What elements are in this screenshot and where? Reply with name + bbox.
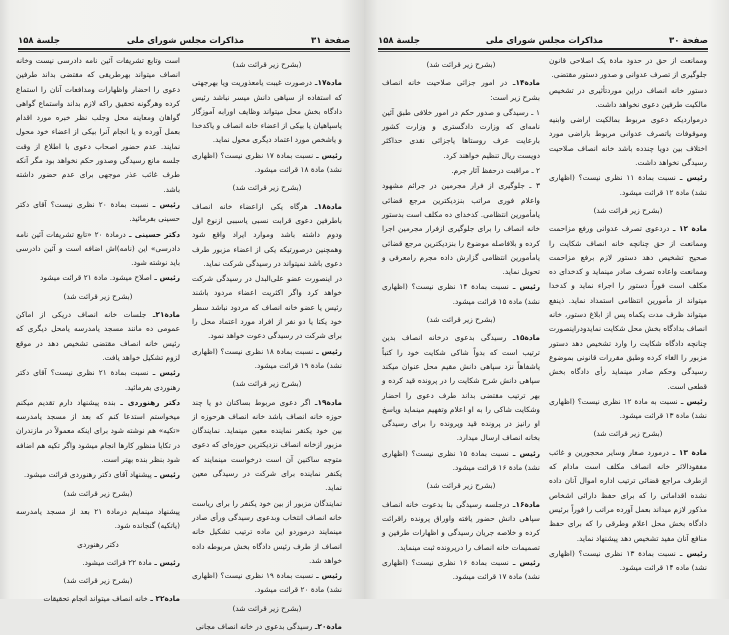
speaker-label: رئیس ـ bbox=[151, 273, 180, 283]
article-label: مادة۱۴ـ bbox=[507, 78, 540, 88]
paragraph-text: مادة ۲۲ قرائت میشود. bbox=[82, 557, 152, 567]
speaker-label: رئیس ـ bbox=[313, 346, 342, 356]
paragraph-text: هرگاه یکی ازاعضاء خانه انصاف باطرفین دعوی قرابت نسبی یاسببی ازنوع اول ودوم داشته باشد وموارد ایراد واقع شود وهمچنین درصورتیکه یکی از اعضاء مزبور طرف دعوی باشد نمیتواند در رسیدگی شرکت نماید. bbox=[192, 201, 342, 268]
article-paragraph bbox=[16, 308, 180, 365]
article-paragraph bbox=[192, 200, 342, 271]
session-number: جلسة ۱۵۸ bbox=[18, 36, 60, 46]
paragraph-text: نسبت بمادة ۱۷ نظری نیست؟ (اظهاری نشد) مادة ۱۸ قرائت میشود. bbox=[192, 150, 342, 175]
speaker-paragraph bbox=[549, 171, 707, 200]
article-paragraph bbox=[382, 498, 540, 555]
paragraph-text: نسبت بمادة ۲۰ نظری نیست؟ آقای دکتر حسینی بفرمائید. bbox=[16, 199, 180, 224]
reading-note: (بشرح زیر قرائت شد) bbox=[63, 291, 133, 301]
speaker-paragraph bbox=[382, 556, 540, 585]
paragraph-text: رسیدگی بدعوی درخانه انصاف بدین ترتیب است که بدواً شاکی شکایت خود را کتباً یاشفاهاً نزد سپاهی دانش مقیم محل عنوان میکند سپاهی دانش شرح شکایت را در پرونده قید کرده و بهر ترتیب مقتضی بداند طرف دعوی را احضار وشکایت شاکی را به او اعلام وتفهیم مینماید وپاسخ او رانیز در پرونده قید وپرونده را برای رسیدگی بخانه انصاف ارسال میدارد. bbox=[382, 333, 540, 443]
page-header bbox=[18, 34, 350, 46]
paragraph-text: درمادة ۲۰ «تابع تشریفات آئین نامه دادرسی» این (نامه)اش اضافه است و آئین دادرسی باید نوشته شود. bbox=[16, 229, 180, 268]
speaker-paragraph bbox=[16, 366, 180, 395]
reading-note: (بشرح زیر قرائت شد) bbox=[63, 576, 133, 586]
body-paragraph bbox=[549, 54, 707, 83]
speaker-label: دکتر رهنوردی ـ bbox=[115, 397, 180, 407]
paragraph-text: بنده پیشنهاد دارم تقدیم میکنم میخواستم استدعا کنم که بعد از مسجد یامدرسه «تکیه» هم نوشته شود برای اینکه معمولاً در مازندران در تکایا منظور کارها انجام میشود واگر تکیه هم اضافه شود بنظر بنده بهتر است. bbox=[16, 397, 180, 465]
page-header bbox=[378, 34, 708, 46]
article-label: مادة۲۰ـ bbox=[312, 621, 342, 631]
article-paragraph bbox=[549, 222, 707, 394]
body-paragraph bbox=[382, 164, 540, 178]
paragraph-text: درمورد صغار وسایر محجورین و غائب مفقودالاثر خانه انصاف مکلف است مادام که ازطرف مراجع قضائی ترتیب اداره اموال آنان داده نشده اقداماتی را که برای حفظ دارائی اشخاص مذکور لازم میداند بعمل آورده مراتب را فوراً برئیس دادگاه بخش محل اعلام وطرقی را که برای حفظ منافع آنان مفید تشخیص دهد پیشنهاد نماید. bbox=[549, 447, 707, 543]
speaker-paragraph bbox=[382, 447, 540, 476]
article-label: مادة۱۹ـ bbox=[310, 397, 342, 407]
signature: دکتر رهنوردی bbox=[77, 539, 119, 549]
speaker-paragraph bbox=[16, 271, 180, 285]
speaker-paragraph bbox=[16, 396, 180, 467]
column-left bbox=[16, 54, 180, 608]
running-title: مذاکرات مجلس شورای ملی bbox=[485, 36, 604, 46]
page-31 bbox=[0, 0, 364, 631]
speaker-label: رئیس ـ bbox=[313, 150, 342, 160]
paragraph-text: خانه انصاف میتواند انجام تحقیقات bbox=[43, 594, 148, 604]
speaker-label: رئیس ـ bbox=[151, 557, 180, 567]
speaker-label: رئیس ـ bbox=[151, 470, 180, 480]
paragraph-text: دستور خانه انصاف دراین موردتأثیری در تشخیص مالکیت طرفین دعوی نخواهد داشت. bbox=[549, 85, 707, 109]
speaker-label: رئیس ـ bbox=[675, 548, 708, 558]
speaker-paragraph bbox=[16, 198, 180, 227]
speaker-paragraph bbox=[192, 569, 342, 598]
speaker-label: رئیس ـ bbox=[313, 571, 342, 581]
article-paragraph bbox=[382, 331, 540, 445]
reading-note: (بشرح زیر قرائت شد) bbox=[426, 315, 496, 325]
header-rule bbox=[18, 48, 350, 50]
paragraph-text: درجلسه رسیدگی بنا بدعوت خانه انصاف سپاهی دانش حضور یافته واوراق پرونده راقرائت کرده و خلاصه جریان رسیدگی و اظهارات طرفین و تصمیمات خانه انصاف را درپرونده ثبت مینماید. bbox=[382, 499, 540, 552]
paragraph-text: ۳ ـ جلوگیری از فرار مجرمین در جرائم مشهود واعلام فوری مراتب بنزدیکترین مرجع قضائی یامأمورین انتظامی. کدخدای ده مکلف است بدستور خانه انصاف را برای جلوگیری ازفرار مجرمین اجرا کرده و بلافاصله موضوع را بنزدیکترین مرجع قضائی یامأمورین انتظامی گزارش داده مجرم رامعرفی و تحویل نماید. bbox=[382, 181, 540, 277]
body-paragraph bbox=[549, 84, 707, 113]
paragraph-text: دردعوی تصرف عدوانی ورفع مزاحمت وممانعت از حق چنانچه خانه انصاف شکایت را صحیح تشخیص دهد دستور لازم برفع مزاحمت وممانعت واعاده تصرف صادر مینماید و کدخدای ده مکلف است فوراً دستور را اجراء نماید و کدخدا میتواند از مأمورین انتظامی استمداد نماید. ذینفع میتواند ظرف مدت یکماه پس از ابلاغ دستور، خانه انصاف بدادگاه بخش محل شکایت نمایدودراینصورت چنانچه دادگاه شکایت را وارد تشخیص دهد دستور مزبور را الغاء کرده وطبق مقررات قانونی بموضوع رسیدگی وحکم صادر مینماید رأی دادگاه بخش قطعی است. bbox=[549, 224, 707, 391]
speaker-paragraph bbox=[16, 556, 180, 570]
paragraph-text: نسبت بمادة ۱۹ نظری نیست؟ (اظهاری نشد) مادة ۲۰ قرائت میشود. bbox=[192, 571, 342, 595]
speaker-label: دکتر حسینی ـ bbox=[125, 229, 180, 239]
reading-note: (بشرح زیر قرائت شد) bbox=[232, 183, 302, 193]
body-paragraph bbox=[16, 505, 180, 534]
article-label: مادة۱۷ـ bbox=[311, 78, 342, 88]
reading-note: (بشرح زیر قرائت شد) bbox=[426, 481, 496, 491]
speaker-label: رئیس ـ bbox=[148, 199, 180, 209]
reading-note: (بشرح زیر قرائت شد) bbox=[232, 603, 302, 613]
article-paragraph bbox=[549, 446, 707, 546]
speaker-paragraph bbox=[549, 395, 707, 424]
paragraph-text: نسبت بمادة ۱۳ نظری نیست؟ (اظهاری نشد) ماده ۱۴ قرائت میشود. bbox=[549, 548, 707, 573]
paragraph-text: درمواردیکه دعوی مربوط بمالکیت اراضی وابنیه وموقوفات یاتصرف عدوانی مربوط باراضی مورد اختلاف بین دویا چندده باشد خانه انصاف صلاحیت رسیدگی نخواهد داشت. bbox=[549, 115, 707, 168]
body-paragraph bbox=[382, 106, 540, 163]
article-paragraph bbox=[192, 76, 342, 147]
page-number: صفحة ۳۱ bbox=[311, 36, 350, 46]
speaker-paragraph bbox=[192, 345, 342, 374]
paragraph-text: اصلاح میشود. مادة ۲۱ قرائت میشود bbox=[40, 273, 152, 283]
reading-note: (بشرح زیر قرائت شد) bbox=[63, 488, 133, 498]
speaker-label: رئیس ـ bbox=[675, 173, 708, 183]
reading-note: (بشرح زیر قرائت شد) bbox=[593, 205, 663, 215]
speaker-paragraph bbox=[16, 468, 180, 482]
article-label: مادة۲۱ـ bbox=[146, 310, 180, 320]
speaker-label: رئیس ـ bbox=[508, 448, 541, 458]
header-rule bbox=[378, 48, 708, 50]
paragraph-text: نسبت بمادة ۱۶ نظری نیست؟ (اظهاری نشد) مادة ۱۷ قرائت میشود. bbox=[382, 557, 540, 582]
speaker-paragraph bbox=[16, 228, 180, 271]
speaker-paragraph bbox=[549, 547, 707, 576]
body-paragraph bbox=[549, 113, 707, 170]
column-right bbox=[192, 54, 342, 635]
paragraph-text: رسیدگی بدعوی در خانه انصاف مجانی bbox=[195, 621, 313, 631]
paragraph-text: پیشنهاد مینمایم درمادة ۲۱ بعد از مسجد یامدرسه (یاتکیه) گنجانده شود. bbox=[16, 506, 180, 531]
paragraph-text: جلسات خانه انصاف دریکی از اماکن عمومی ده مانند مسجد یامدرسه یامحل دیگری که رئیس خانه انصاف مقتضی تشخیص دهد در موقع لزوم تشکیل خواهد یافت. bbox=[16, 310, 180, 362]
article-label: مادة ۱۲ ـ bbox=[669, 224, 707, 234]
reading-note: (بشرح زیر قرائت شد) bbox=[232, 379, 302, 389]
body-paragraph bbox=[192, 497, 342, 568]
body-paragraph bbox=[16, 54, 180, 197]
article-paragraph bbox=[192, 620, 342, 634]
article-label: مادة ۱۳ ـ bbox=[668, 447, 707, 457]
reading-note: (بشرح زیر قرائت شد) bbox=[593, 429, 663, 439]
session-number: جلسة ۱۵۸ bbox=[378, 36, 420, 46]
article-paragraph bbox=[382, 76, 540, 105]
speaker-label: رئیس ـ bbox=[508, 557, 541, 567]
paragraph-text: نسبت بمادة ۲۱ نظری نیست؟ آقای دکتر رهنوردی بفرمائید. bbox=[16, 368, 180, 392]
speaker-label: رئیس ـ bbox=[508, 282, 541, 292]
speaker-label: رئیس ـ bbox=[677, 396, 707, 406]
paragraph-text: درصورت غیبت یامعذوریت ویا بهرجهتی که استفاده از سیاهی دانش میسر نباشد رئیس دادگاه بخش محل میتواند وظایف اورابه آموزگار یاسپاهیان یا بیکی از اعضاء خانه انصاف و یاکدخدا و یاشخص مورد اعتماد دیگری محول نماید. bbox=[192, 78, 342, 145]
column-left bbox=[382, 54, 540, 585]
paragraph-text: نسبت بمادة ۱۸ نظری نیست؟ (اظهاری نشد) مادة ۱۹ قرائت میشود. bbox=[192, 346, 342, 370]
paragraph-text: در امور جزائی صلاحیت خانه انصاف بشرح زیر است: bbox=[382, 78, 540, 102]
speaker-paragraph bbox=[382, 280, 540, 309]
article-label: مادة۱۸ـ bbox=[307, 201, 342, 211]
paragraph-text: اگر دعوی مربوط بساکنان دو یا چند حوزه خانه انصاف باشد خانه انصاف هرحوزه از بین خود یکنفر نماینده معین مینماید. نمایندگان مزبور ازخانه انصاف نزدیکترین حوزه‌ای که دعوی متوجه ساکنین آن است درخواست مینمایند که یکنفر نماینده برای شرکت در رسیدگی معین نماید. bbox=[192, 397, 342, 493]
body-paragraph bbox=[192, 272, 342, 343]
article-paragraph bbox=[192, 396, 342, 496]
reading-note: (بشرح زیر قرائت شد) bbox=[426, 60, 496, 69]
paragraph-text: وممانعت از حق در حدود مادة یک اصلاحی قانون جلوگیری از تصرف عدوانی و صدور دستور مقتضی. bbox=[549, 56, 707, 80]
article-label: مادة۱۵ـ bbox=[506, 333, 540, 343]
paragraph-text: پیشنهاد آقای دکتر رهنوردی قرائت میشود. bbox=[23, 470, 152, 480]
paragraph-text: ۱ ـ رسیدگی و صدور حکم در امور خلافی طبق آئین نامه‌ای که وزارت دادگستری و وزارت کشور بارعایت عرف روستاها یاجزائی نقدی حداکثر دویست ریال تنظیم خواهند کرد. bbox=[382, 107, 540, 160]
page-number: صفحة ۳۰ bbox=[669, 36, 708, 46]
article-label: مادة۱۶ـ bbox=[509, 499, 540, 509]
speaker-label: رئیس ـ bbox=[148, 368, 180, 378]
body-paragraph bbox=[382, 179, 540, 279]
running-title: مذاکرات مجلس شورای ملی bbox=[126, 36, 245, 46]
paragraph-text: نسبت بمادة ۱۴ نظری نیست؟ (اظهاری نشد) مادة ۱۵ قرائت میشود. bbox=[382, 282, 540, 306]
paragraph-text: ۲ ـ مراقبت درحفظ آثار جرم. bbox=[451, 166, 540, 176]
column-right bbox=[549, 54, 707, 576]
page-30 bbox=[364, 0, 729, 599]
paragraph-text: در اینصورت عضو علی‌البدل در رسیدگی شرکت خواهد کرد واگر اکثریت اعضاء مردود باشند رئیس یا عضو خانه انصاف که مردود نباشد سطر خود یکتا یا دو نفر از افراد مورد اعتماد محل را برای شرکت در رسیدگی دعوت خواهد نمود. bbox=[192, 274, 342, 341]
paragraph-text: نسبت بمادة ۱۱ نظری نیست؟ (اظهاری نشد) مادة ۱۲ قرائت میشود. bbox=[549, 173, 707, 197]
paragraph-text: نسبت بمادة ۱۵ نظری نیست؟ (اظهاری نشد) مادة ۱۶ قرائت میشود. bbox=[382, 448, 540, 473]
speaker-paragraph bbox=[192, 149, 342, 178]
paragraph-text: نمایندگان مزبور از بین خود یکنفر را برای ریاست خانه انصاف انتخاب وبدعوی رسیدگی ورأی صادر مینمایند درموردو این ماده ترتیب تشکیل خانه انصاف از طرف رئیس دادگاه بخش مربوطه داده خواهد شد. bbox=[192, 498, 342, 565]
paragraph-text: است وتابع تشریفات آئین نامه دادرسی نیست وخانه انصاف میتواند بهرطریقی که مقتضی بداند طرفین دعوی را احضار واظهارات ومدافعات آنان را استماع کرده وهرگونه تحقیق راکه لازم بداند واستماع گواهی گواهان ومعاینه محل وجلب نظر خبره مورد اقدام بعمل آورده و یا انجام آنرا بیکی از اعضاء خود محول نمایند. عدم حضور اصحاب دعوی با اطلاع از وقت جلسه مانع رسیدگی وصدور حکم نخواهد بود مگر آنکه طرف غائب عذر موجهی برای عدم حضور داشته باشد. bbox=[16, 56, 180, 194]
reading-note: (بشرح زیر قرائت شد) bbox=[232, 60, 302, 69]
paragraph-text: نسبت به مادة ۱۲ نظری نیست؟ (اظهاری نشد) مادة ۱۳ قرائت میشود. bbox=[549, 396, 707, 421]
article-paragraph bbox=[16, 592, 180, 606]
article-label: مادة۲۲ ـ bbox=[147, 594, 180, 604]
